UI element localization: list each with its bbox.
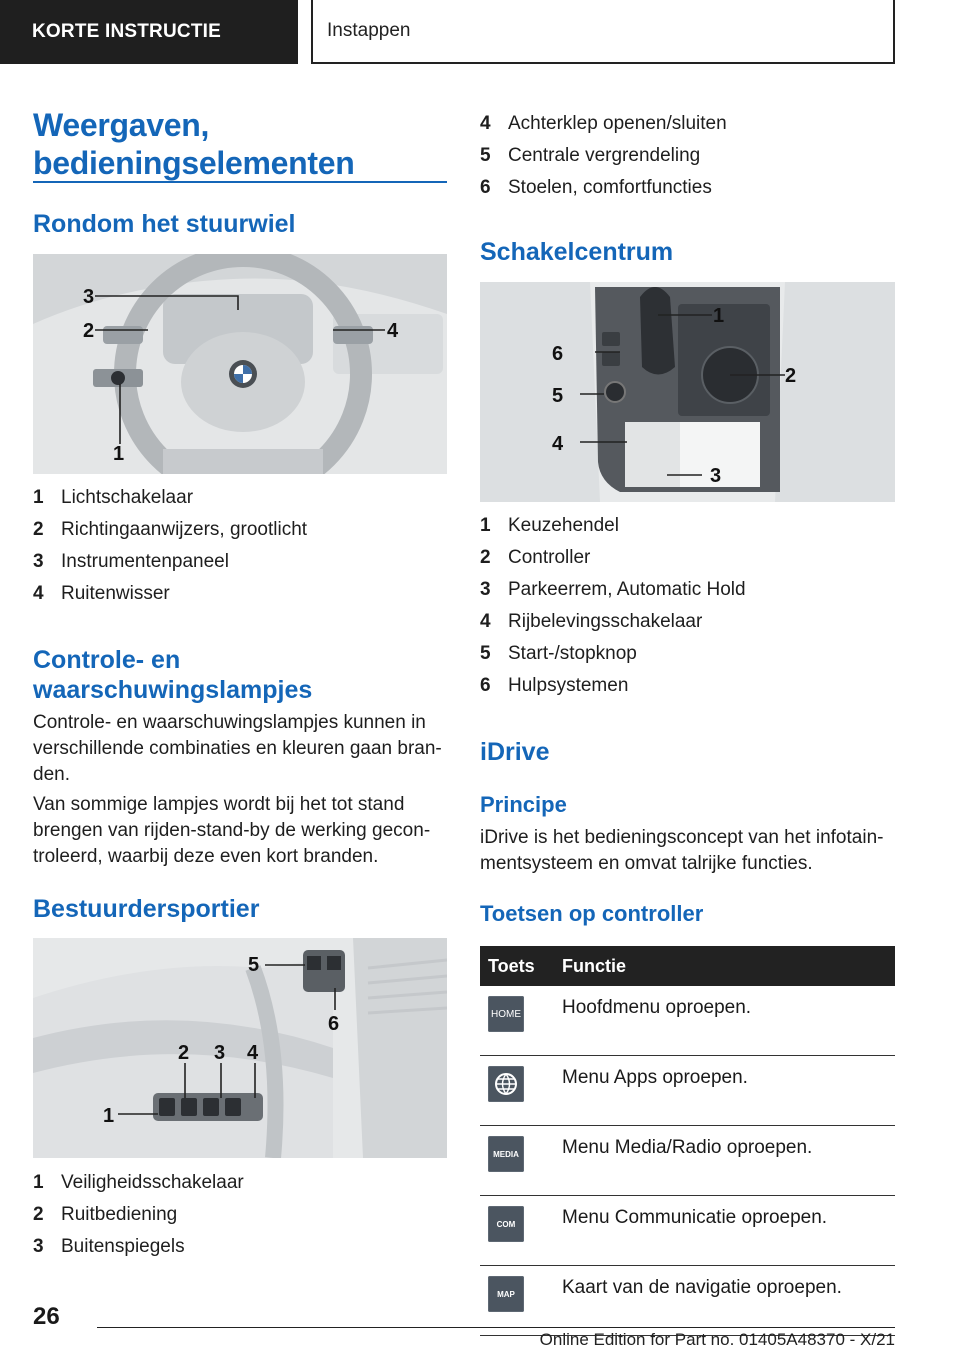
list-item: 4 Rijbelevingsschakelaar — [480, 611, 703, 632]
page-number: 26 — [33, 1303, 60, 1330]
door-callout-4: 4 — [247, 1042, 259, 1064]
center-callout-5: 5 — [552, 385, 564, 407]
com-key-icon: COM — [488, 1206, 524, 1242]
media-key-icon: MEDIA — [488, 1136, 524, 1172]
steering-callout-3: 3 — [83, 286, 95, 308]
list-item: 1 Keuzehendel — [480, 515, 619, 536]
center-console-image — [480, 282, 895, 502]
function-cell: Kaart van de navigatie oproepen. — [554, 1266, 895, 1336]
function-cell: Menu Media/Radio oproepen. — [554, 1126, 895, 1196]
table-row — [480, 1126, 895, 1196]
center-callout-4: 4 — [552, 433, 564, 455]
page-title-line1: Weergaven, — [33, 107, 210, 143]
page-title — [33, 106, 355, 182]
home-key-icon: HOME — [488, 996, 524, 1032]
idrive-heading: iDrive — [480, 738, 550, 766]
door-heading: Bestuurdersportier — [33, 895, 260, 923]
list-item: 3 Instrumentenpaneel — [33, 551, 229, 572]
principle-paragraph: iDrive is het bedieningsconcept van het infotainmentsysteem en omvat talrijke functies. — [480, 827, 884, 874]
door-callout-6: 6 — [328, 1013, 340, 1035]
controller-keys-table — [480, 946, 895, 1336]
steering-callout-2: 2 — [83, 320, 95, 342]
column-header-function: Functie — [554, 946, 895, 986]
list-item: 5 Centrale vergrendeling — [480, 145, 701, 166]
edition-note: Online Edition for Part no. 01405A48370 - X/21 — [539, 1330, 895, 1349]
list-item: 4 Ruitenwisser — [33, 583, 170, 604]
door-callout-1: 1 — [103, 1105, 115, 1127]
table-row — [480, 1196, 895, 1266]
section-tab: KORTE INSTRUCTIE — [0, 0, 298, 64]
lamps-heading — [33, 645, 312, 705]
list-item: 2 Richtingaanwijzers, grootlicht — [33, 519, 308, 540]
center-callout-3: 3 — [710, 465, 722, 487]
steering-wheel-image — [33, 254, 447, 474]
keys-heading: Toetsen op controller — [480, 901, 704, 926]
center-callout-1: 1 — [713, 305, 725, 327]
door-callout-2: 2 — [178, 1042, 190, 1064]
table-row — [480, 986, 895, 1056]
driver-door-image — [33, 938, 447, 1158]
center-callout-6: 6 — [552, 343, 564, 365]
table-row — [480, 1056, 895, 1126]
center-list — [480, 510, 895, 702]
lamps-heading-line1: Controle- en — [33, 646, 181, 674]
map-key-icon: MAP — [488, 1276, 524, 1312]
table-header-row — [480, 946, 895, 986]
list-item: 4 Achterklep openen/sluiten — [480, 113, 727, 134]
list-item: 3 Buitenspiegels — [33, 1236, 185, 1257]
function-cell: Hoofdmenu oproepen. — [554, 986, 895, 1056]
steering-heading: Rondom het stuurwiel — [33, 210, 296, 238]
door-callout-3: 3 — [214, 1042, 226, 1064]
table-row — [480, 1266, 895, 1336]
center-heading: Schakelcentrum — [480, 238, 674, 266]
list-item: 6 Stoelen, comfortfuncties — [480, 177, 712, 198]
door-callout-5: 5 — [248, 954, 260, 976]
principle-heading: Principe — [480, 792, 567, 817]
footer-rule — [97, 1327, 895, 1328]
list-item: 5 Start-/stopknop — [480, 643, 637, 664]
list-item: 1 Lichtschakelaar — [33, 487, 194, 508]
lamps-paragraph-2: Van sommige lampjes wordt bij het tot stand brengen van rijden-stand-by de werking gecontroleerd, waarbij deze even kort branden. — [33, 794, 431, 867]
list-item: 6 Hulpsystemen — [480, 675, 629, 696]
list-item: 2 Ruitbediening — [33, 1204, 178, 1225]
door-list — [33, 1167, 447, 1263]
steering-callout-4: 4 — [387, 320, 399, 342]
function-cell: Menu Communicatie oproepen. — [554, 1196, 895, 1266]
page-title-line2: bedieningselementen — [33, 145, 355, 181]
center-callout-2: 2 — [785, 365, 797, 387]
door-list-continued — [480, 108, 895, 204]
lamps-paragraph-1: Controle- en waarschuwingslampjes kunnen in verschillende combinaties en kleuren gaan branden. — [33, 712, 442, 785]
title-rule — [33, 181, 447, 183]
apps-globe-key-icon — [488, 1066, 524, 1102]
function-cell: Menu Apps oproepen. — [554, 1056, 895, 1126]
steering-list — [33, 482, 447, 610]
lamps-heading-line2: waarschuwingslampjes — [33, 676, 313, 704]
list-item: 3 Parkeerrem, Automatic Hold — [480, 579, 746, 600]
topic-tab: Instappen — [311, 0, 895, 64]
steering-callout-1: 1 — [113, 443, 125, 465]
list-item: 2 Controller — [480, 547, 591, 568]
column-header-key: Toets — [480, 946, 554, 986]
list-item: 1 Veiligheidsschakelaar — [33, 1172, 244, 1193]
